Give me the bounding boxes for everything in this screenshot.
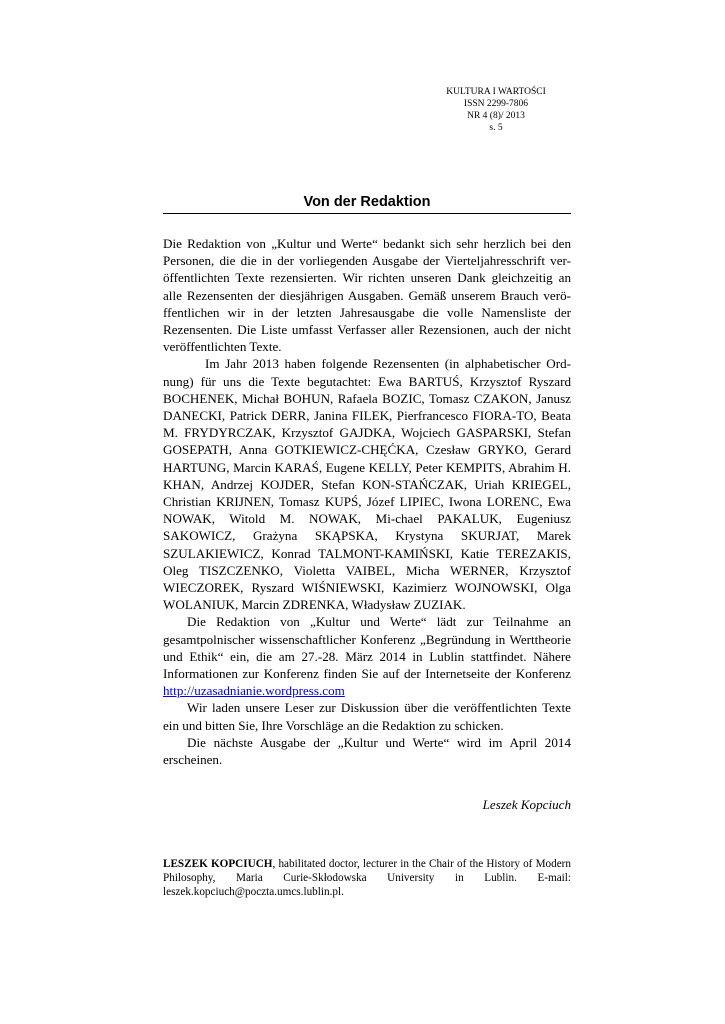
- paragraph-reviewers: Im Jahr 2013 haben folgende Rezensenten (in alphabetischer Ord-nung) für uns die Texte begutachtet: Ewa BARTUŚ, Krzysztof Ryszard BOCHENEK, Michał BOHUN, Rafaela BOZIC, Tomasz CZAKON, Janusz DANECKI, Patrick DERR, Janina FILEK, Pierfrancesco FIORA-TO, Beata M. FRYDYRCZAK, Krzysztof GAJDKA, Wojciech GASPARSKI, Stefan GOSEPATH, Anna GOTKIEWICZ-CHĘĆKA, Czesław GRYKO, Gerard HARTUNG, Marcin KARAŚ, Eugene KELLY, Peter KEMPITS, Abrahim H. KHAN, Andrzej KOJDER, Stefan KON-STAŃCZAK, Uriah KRIEGEL, Christian KRIJNEN, Tomasz KUPŚ, Józef LIPIEC, Iwona LORENC, Ewa NOWAK, Witold M. NOWAK, Mi-chael PAKALUK, Eugeniusz SAKOWICZ, Grażyna SKĄPSKA, Krystyna SKURJAT, Marek SZULAKIEWICZ, Konrad TALMONT-KAMIŃSKI, Katie TEREZAKIS, Oleg TISZCZENKO, Violetta VAIBEL, Micha WERNER, Krzysztof WIECZOREK, Ryszard WIŚNIEWSKI, Kazimierz WOJNOWSKI, Olga WOLANIUK, Marcin ZDRENKA, Władysław ZUZIAK.: [163, 356, 571, 613]
- author-bio-text: , habilitated doctor, lecturer in the Chair of the History of Modern Philosophy, Maria Curie-Skłodowska University in Lublin. E-mail: leszek.kopciuch@poczta.umcs.lublin.pl.: [163, 858, 571, 898]
- paragraph-next-issue: Die nächste Ausgabe der „Kultur und Werte“ wird im April 2014 erscheinen.: [163, 734, 571, 768]
- journal-name: KULTURA I WARTOŚCI: [446, 87, 546, 97]
- paragraph-thanks: Die Redaktion von „Kultur und Werte“ bedankt sich sehr herzlich bei den Personen, die die in der vorliegenden Ausgabe der Vierteljahresschrift ver-öffentlichten Texte rezensierten. Wir richten unseren Dank gleichzeitig an alle Rezensenten der diesjährigen Ausgaben. Gemäß unserem Brauch verö-ffentlichen wir in der letzten Jahresausgabe die volle Namensliste der Rezensenten. Die Liste umfasst Verfasser aller Rezensionen, auch der nicht veröffentlichten Texte.: [163, 236, 571, 355]
- conference-text: Die Redaktion von „Kultur und Werte“ lädt zur Teilnahme an gesamtpolnischer wissenschaftlicher Konferenz „Begründung in Werttheorie und Ethik“ ein, die am 27.-28. März 2014 in Lublin stattfindet. Nähere Informationen zur Konferenz finden Sie auf der Internetseite der Konferenz: [163, 614, 571, 682]
- journal-issue: NR 4 (8)/ 2013: [467, 111, 525, 121]
- page-number: s. 5: [489, 123, 503, 133]
- author-name: LESZEK KOPCIUCH: [163, 858, 273, 870]
- journal-issn: ISSN 2299-7806: [463, 99, 529, 109]
- paragraph-conference: [163, 613, 571, 699]
- paragraph-discussion: Wir laden unsere Leser zur Diskussion über die veröffentlichten Texte ein und bitten Sie, Ihre Vorschläge an die Redaktion zu schicken.: [163, 700, 571, 733]
- article-body: [163, 235, 571, 768]
- author-bio: [163, 857, 571, 899]
- conference-link[interactable]: http://uzasadnianie.wordpress.com: [163, 683, 345, 699]
- article-title: Von der Redaktion: [303, 194, 431, 210]
- journal-header: [440, 86, 552, 134]
- title-divider: [163, 213, 571, 214]
- author-signature: Leszek Kopciuch: [482, 797, 571, 812]
